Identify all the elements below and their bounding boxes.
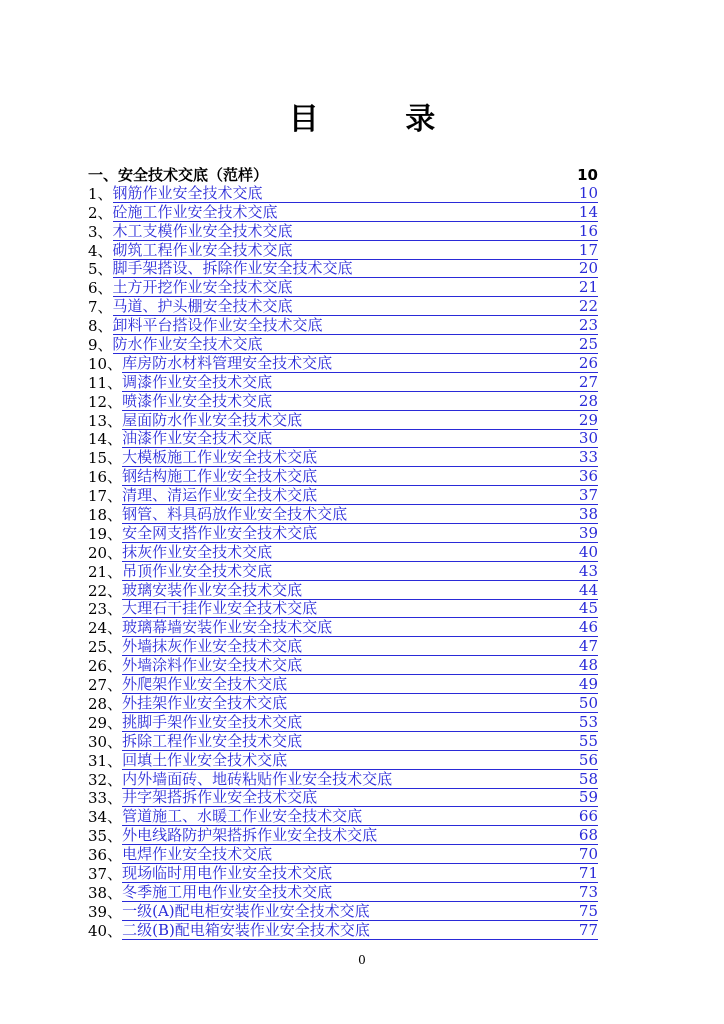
toc-entry-title: 外挂架作业安全技术交底	[122, 694, 288, 712]
toc-entry-link[interactable]	[122, 544, 598, 562]
toc-entry	[88, 222, 598, 241]
toc-entry-page: 70	[578, 845, 598, 864]
toc-entry-title: 一级(A)配电柜安装作业安全技术交底	[122, 902, 370, 920]
toc-entry-title: 库房防水材料管理安全技术交底	[122, 354, 333, 372]
toc-entry-link[interactable]	[122, 922, 598, 940]
toc-entry-title: 二级(B)配电箱安装作业安全技术交底	[122, 921, 370, 939]
toc-entry-title: 外墙抹灰作业安全技术交底	[122, 638, 303, 656]
toc-entry-link[interactable]	[122, 430, 598, 448]
toc-entry-title: 调漆作业安全技术交底	[122, 373, 273, 391]
toc-entry-title: 土方开挖作业安全技术交底	[112, 279, 293, 297]
toc-entry-number: 21、	[88, 562, 123, 581]
toc-entry	[88, 373, 598, 392]
toc-entry-link[interactable]	[122, 865, 598, 883]
toc-entry-number: 7、	[88, 298, 113, 317]
page-number-footer: 0	[358, 953, 366, 967]
toc-entry	[88, 260, 598, 279]
toc-entry-title: 现场临时用电作业安全技术交底	[122, 864, 333, 882]
toc-entry-page: 26	[578, 353, 598, 372]
toc-entry-title: 回填土作业安全技术交底	[122, 751, 288, 769]
toc-entry-page: 28	[578, 391, 598, 410]
toc-entry	[88, 354, 598, 373]
toc-entry-link[interactable]	[122, 733, 598, 751]
toc-entry-number: 12、	[88, 392, 123, 411]
toc-entry	[88, 770, 598, 789]
toc-entry-number: 14、	[88, 430, 123, 449]
toc-entry-link[interactable]	[122, 676, 598, 694]
page-title: 目 录	[288, 102, 474, 137]
toc-entry-number: 8、	[88, 317, 113, 336]
toc-entry-number: 20、	[88, 543, 123, 562]
toc-entry	[88, 732, 598, 751]
toc-entry-title: 玻璃幕墙安装作业安全技术交底	[122, 619, 333, 637]
toc-entry-number: 30、	[88, 732, 123, 751]
toc-entry	[88, 524, 598, 543]
toc-entry-link[interactable]	[122, 506, 598, 524]
toc-entry-number: 31、	[88, 751, 123, 770]
toc-entry-page: 16	[578, 221, 598, 240]
toc-entry-title: 电焊作业安全技术交底	[122, 846, 273, 864]
toc-entry-link[interactable]	[122, 808, 598, 826]
toc-entry-title: 砌筑工程作业安全技术交底	[112, 241, 293, 259]
toc-entry-number: 40、	[88, 921, 123, 940]
toc-entry-number: 6、	[88, 279, 113, 298]
toc-entry-page: 75	[578, 901, 598, 920]
toc-entry-number: 15、	[88, 449, 123, 468]
toc-entry-number: 25、	[88, 638, 123, 657]
toc-entry-link[interactable]	[113, 317, 598, 335]
toc-entry-title: 砼施工作业安全技术交底	[112, 203, 278, 221]
toc-entry-page: 39	[578, 523, 598, 542]
toc-entry-page: 43	[578, 561, 598, 580]
toc-entry-title: 钢筋作业安全技术交底	[112, 184, 263, 202]
toc-entry-link[interactable]	[122, 582, 598, 600]
toc-entry-title: 吊顶作业安全技术交底	[122, 562, 273, 580]
toc-entry-page: 23	[578, 316, 598, 335]
toc-entry-number: 19、	[88, 524, 123, 543]
toc-entry-page: 38	[578, 505, 598, 524]
toc-entry	[88, 467, 598, 486]
toc-entry-link[interactable]	[122, 714, 598, 732]
toc-entry-title: 马道、护头棚安全技术交底	[112, 298, 293, 316]
toc-entry-page: 55	[578, 731, 598, 750]
toc-entry-number: 10、	[88, 354, 123, 373]
toc-entry	[88, 297, 598, 316]
toc-entry-title: 清理、清运作业安全技术交底	[122, 487, 318, 505]
toc-entry-page: 77	[578, 920, 598, 939]
toc-entry	[88, 411, 598, 430]
toc-entry-page: 37	[578, 486, 598, 505]
toc-entry	[88, 203, 598, 222]
toc-entry-link[interactable]	[122, 771, 598, 789]
toc-entry-title: 抹灰作业安全技术交底	[122, 543, 273, 561]
toc-entry-page: 29	[578, 410, 598, 429]
toc-entry-title: 油漆作业安全技术交底	[122, 430, 273, 448]
toc-entry-title: 挑脚手架作业安全技术交底	[122, 713, 303, 731]
toc-entry-page: 10	[578, 183, 598, 202]
toc-entry-title: 玻璃安装作业安全技术交底	[122, 581, 303, 599]
toc-entry-page: 58	[578, 769, 598, 788]
toc-entry-title: 木工支模作业安全技术交底	[112, 222, 293, 240]
toc-entry-number: 17、	[88, 487, 123, 506]
toc-entry-link[interactable]	[122, 638, 598, 656]
toc-entry-page: 46	[578, 618, 598, 637]
toc-entry-number: 29、	[88, 713, 123, 732]
toc-entry-page: 44	[578, 580, 598, 599]
toc-entry-link[interactable]	[122, 487, 598, 505]
toc-entry-link[interactable]	[122, 449, 598, 467]
toc-entry-link[interactable]	[113, 223, 598, 241]
toc-entry-number: 11、	[88, 373, 123, 392]
toc-entry	[88, 448, 598, 467]
toc-entry-page: 14	[578, 202, 598, 221]
toc-entry	[88, 486, 598, 505]
toc-entry-title: 井字架搭拆作业安全技术交底	[122, 789, 318, 807]
toc-entry-number: 39、	[88, 902, 123, 921]
toc-entry	[88, 335, 598, 354]
toc-entry	[88, 694, 598, 713]
toc-entry	[88, 751, 598, 770]
toc-entry-title: 大模板施工作业安全技术交底	[122, 449, 318, 467]
toc-entry-page: 22	[578, 297, 598, 316]
toc-entry-number: 38、	[88, 883, 123, 902]
toc-entry-page: 71	[578, 863, 598, 882]
toc-entry-link[interactable]	[122, 789, 598, 807]
toc-entry-title: 大理石干挂作业安全技术交底	[122, 600, 318, 618]
toc-entry-page: 27	[578, 372, 598, 391]
toc-entry-page: 66	[578, 807, 598, 826]
toc-entry-link[interactable]	[122, 393, 598, 411]
toc-entry	[88, 562, 598, 581]
toc-entry-number: 5、	[88, 260, 113, 279]
toc-entry-link[interactable]	[122, 752, 598, 770]
toc-entry-page: 40	[578, 542, 598, 561]
toc-entry-page: 17	[578, 240, 598, 259]
toc-entry	[88, 505, 598, 524]
toc-entry	[88, 845, 598, 864]
toc-entry-link[interactable]	[113, 242, 598, 260]
toc-entry	[88, 656, 598, 675]
toc-entry-page: 53	[578, 712, 598, 731]
toc-entry-number: 4、	[88, 241, 113, 260]
toc-entry-number: 3、	[88, 222, 113, 241]
toc-entry-title: 脚手架搭设、拆除作业安全技术交底	[112, 260, 353, 278]
toc-entry	[88, 921, 598, 940]
toc-entry-title: 内外墙面砖、地砖粘贴作业安全技术交底	[122, 770, 393, 788]
toc-entry-link[interactable]	[122, 846, 598, 864]
toc-entry	[88, 789, 598, 808]
toc-entry	[88, 278, 598, 297]
toc-entry-title: 钢管、料具码放作业安全技术交底	[122, 506, 348, 524]
toc-entry	[88, 807, 598, 826]
toc-entry-title: 钢结构施工作业安全技术交底	[122, 468, 318, 486]
toc-entry-page: 56	[578, 750, 598, 769]
toc-entry-page: 45	[578, 599, 598, 618]
toc-entry-title: 屋面防水作业安全技术交底	[122, 411, 303, 429]
toc-entry-number: 33、	[88, 789, 123, 808]
toc-entry-title: 管道施工、水暖工作业安全技术交底	[122, 808, 363, 826]
toc-entry-link[interactable]	[122, 412, 598, 430]
toc-entry-title: 喷漆作业安全技术交底	[122, 392, 273, 410]
toc-entry-title: 拆除工程作业安全技术交底	[122, 732, 303, 750]
toc-entry	[88, 316, 598, 335]
toc-entry-page: 36	[578, 467, 598, 486]
toc-entry-number: 16、	[88, 468, 123, 487]
toc-entry	[88, 241, 598, 260]
toc-entry-link[interactable]	[122, 468, 598, 486]
toc-entry-link[interactable]	[122, 903, 598, 921]
toc-entry-title: 外爬架作业安全技术交底	[122, 676, 288, 694]
toc-entry	[88, 184, 598, 203]
toc-entry-page: 47	[578, 637, 598, 656]
toc-entry-page: 68	[578, 826, 598, 845]
toc-entry-page: 48	[578, 656, 598, 675]
section-heading-label: 一、安全技术交底（范样）	[88, 166, 269, 184]
toc-entry-number: 9、	[88, 336, 113, 355]
toc-entry-link[interactable]	[113, 185, 598, 203]
toc-entry-link[interactable]	[122, 355, 598, 373]
toc-entry	[88, 826, 598, 845]
toc-entry-link[interactable]	[122, 657, 598, 675]
toc-entry-title: 卸料平台搭设作业安全技术交底	[112, 317, 323, 335]
toc-entry-number: 13、	[88, 411, 123, 430]
toc-entry-number: 18、	[88, 506, 123, 525]
toc-entry-number: 24、	[88, 619, 123, 638]
toc-entry-number: 23、	[88, 600, 123, 619]
toc-entry	[88, 430, 598, 449]
toc-entry-number: 28、	[88, 694, 123, 713]
toc-entry-link[interactable]	[122, 619, 598, 637]
toc-entry	[88, 637, 598, 656]
toc-entry-page: 20	[578, 259, 598, 278]
toc-entry-number: 35、	[88, 827, 123, 846]
toc-entry-number: 26、	[88, 657, 123, 676]
toc-entry-number: 36、	[88, 846, 123, 865]
toc-entry-link[interactable]	[113, 204, 598, 222]
toc-entry	[88, 675, 598, 694]
toc-entry-title: 防水作业安全技术交底	[112, 336, 263, 354]
toc-entry-link[interactable]	[122, 563, 598, 581]
toc-entry-page: 30	[578, 429, 598, 448]
toc-entry-number: 32、	[88, 770, 123, 789]
toc-entry-number: 27、	[88, 676, 123, 695]
toc-entry-page: 50	[578, 693, 598, 712]
toc-entry	[88, 864, 598, 883]
toc-entry-link[interactable]	[113, 279, 598, 297]
toc-entry-link[interactable]	[122, 884, 598, 902]
toc-entry-number: 22、	[88, 581, 123, 600]
toc-section-heading	[88, 164, 598, 184]
toc-entry-page: 21	[578, 278, 598, 297]
toc-entry	[88, 600, 598, 619]
toc-entry-title: 外电线路防护架搭拆作业安全技术交底	[122, 827, 378, 845]
toc-entry-page: 59	[578, 788, 598, 807]
section-heading-page: 10	[577, 166, 598, 184]
toc-entry-link[interactable]	[113, 298, 598, 316]
toc-entry-link[interactable]	[113, 260, 598, 278]
table-of-contents	[88, 164, 598, 940]
toc-entry-page: 33	[578, 448, 598, 467]
toc-entry-list	[88, 184, 598, 940]
toc-entry	[88, 581, 598, 600]
toc-entry-link[interactable]	[122, 827, 598, 845]
toc-entry-title: 安全网支搭作业安全技术交底	[122, 524, 318, 542]
toc-entry	[88, 392, 598, 411]
toc-entry-title: 冬季施工用电作业安全技术交底	[122, 883, 333, 901]
toc-entry-link[interactable]	[122, 695, 598, 713]
toc-entry-link[interactable]	[122, 600, 598, 618]
toc-entry-link[interactable]	[122, 525, 598, 543]
toc-entry-number: 1、	[88, 184, 113, 203]
toc-entry-number: 37、	[88, 864, 123, 883]
toc-entry	[88, 618, 598, 637]
toc-entry	[88, 543, 598, 562]
toc-entry-title: 外墙涂料作业安全技术交底	[122, 657, 303, 675]
toc-entry	[88, 713, 598, 732]
toc-entry-link[interactable]	[113, 336, 598, 354]
toc-entry-number: 34、	[88, 808, 123, 827]
toc-entry	[88, 902, 598, 921]
toc-entry-page: 25	[578, 335, 598, 354]
toc-entry	[88, 883, 598, 902]
toc-entry-page: 49	[578, 675, 598, 694]
toc-entry-number: 2、	[88, 203, 113, 222]
toc-entry-link[interactable]	[122, 374, 598, 392]
toc-entry-page: 73	[578, 882, 598, 901]
